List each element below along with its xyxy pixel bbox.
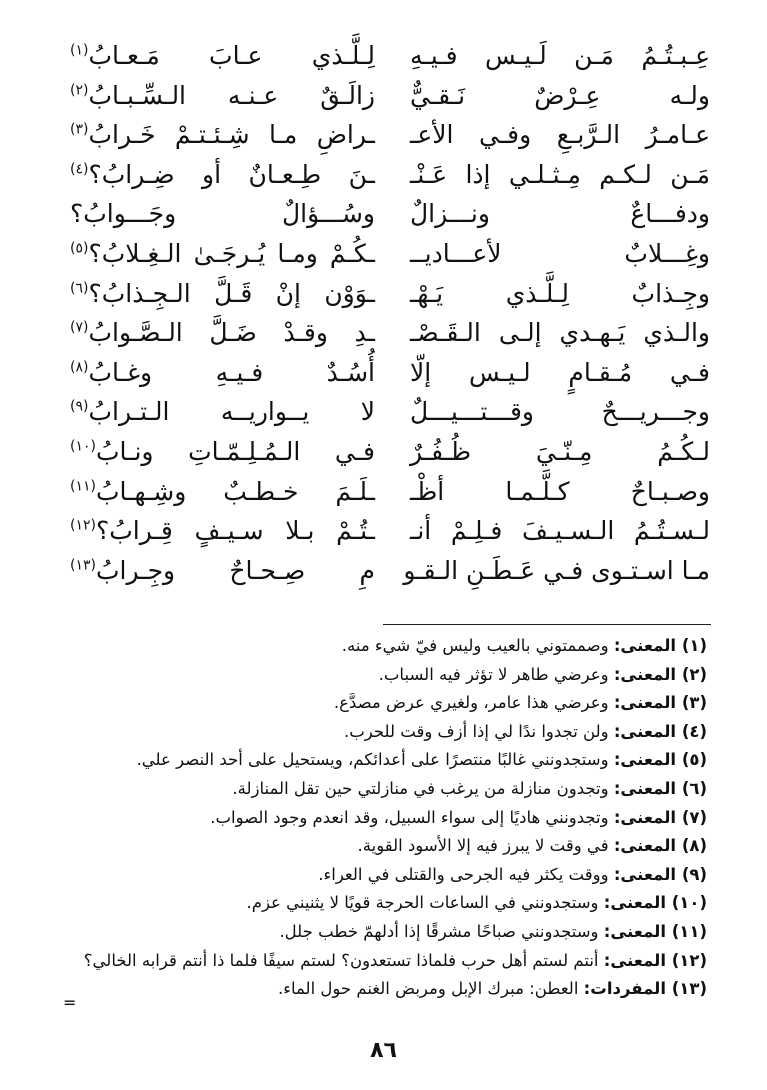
verse-second-hemistich-text: لِـلَّـذي عـابَ مَـعـابُ (88, 41, 375, 70)
footnote (27, 746, 707, 774)
verse-first-hemistich: ودفـــاعٌ ونـــزالٌ (410, 199, 710, 229)
footnote (27, 804, 707, 832)
footnote-text: وعرضي طاهر لا تؤثر فيه السباب. (378, 664, 614, 684)
verse-second-hemistich-text: أُسُـدٌ فـيـهِ وغـابُ (88, 357, 375, 387)
verse-line (70, 194, 710, 234)
footnote-marker: (١٢) (70, 517, 96, 534)
footnote-marker: (٢) (70, 82, 89, 99)
footnote-marker: (٥) (70, 240, 89, 257)
verse-second-hemistich (70, 432, 375, 472)
footnote (27, 947, 707, 975)
verse-first-hemistich: لـكُـمُ مِـنّـيَ ظُـفُـرٌ (410, 437, 710, 466)
verse-second-hemistich (70, 551, 375, 591)
verse-first-hemistich: وصـبـاحٌ كـلَّـمـا أظْـ (410, 476, 710, 506)
footnote-marker: (١٠) (70, 438, 96, 455)
footnote-text: وتجدون منازلة من يرغب في منازلتي حين تقل المنازلة. (232, 779, 614, 798)
verse-first-hemistich: وجـــريـــحٌ وقـــتـــيـــلٌ (410, 397, 710, 427)
footnote-label: (١١) المعنى: (603, 922, 707, 941)
verse-first-hemistich: عـامـرُ الـرَّبـعِ وفـي الأعـ (410, 120, 710, 150)
footnote-marker: (٤) (70, 161, 89, 178)
verse-second-hemistich-text: ـكُـمْ ومـا يُـرجَـىٰ الـغِـلابُ؟ (88, 239, 375, 268)
footnote-separator (383, 624, 711, 625)
verse-line (70, 313, 710, 353)
verse-first-hemistich: وغِـــلابٌ لأعـــادیــ (410, 239, 710, 268)
footnote (27, 832, 707, 860)
footnote-marker: (٣) (70, 121, 89, 138)
footnote-marker: (٧) (70, 319, 89, 336)
footnote-text: في وقت لا يبرز فيه إلا الأسود القوية. (357, 836, 614, 856)
verse-second-hemistich-text: ـدِ وقـدْ ضَـلَّ الـصَّـوابُ (88, 318, 375, 348)
verse-line (70, 511, 710, 551)
verse-second-hemistich (70, 274, 375, 314)
verse-line (70, 353, 710, 393)
footnote-text: وصممتوني بالعيب وليس فيّ شيء منه. (341, 636, 614, 655)
verse-first-hemistich: ولـه عِـرْضٌ نَـقـيٌّ (410, 80, 710, 110)
verse-second-hemistich (70, 353, 375, 393)
verse-second-hemistich-text: وسُـــؤالٌ وجَـــوابُ؟ (70, 199, 375, 229)
verse-second-hemistich (70, 76, 375, 116)
verse-first-hemistich: مَـن لـكـم مِـثـلـي إذا عَـنْـ (410, 159, 710, 189)
verse-second-hemistich (70, 472, 375, 512)
continuation-mark: = (63, 993, 77, 1012)
footnote (27, 689, 707, 717)
footnote-marker: (١١) (70, 478, 96, 495)
verse-line (70, 234, 710, 274)
verse-second-hemistich-text: ـتُـمْ بـلا سـيـفٍ قِـرابُ؟ (95, 516, 375, 546)
footnote-label: (٣) المعنى: (613, 693, 707, 713)
footnote (27, 889, 707, 917)
footnote (27, 975, 707, 1003)
footnote (27, 718, 707, 746)
verse-first-hemistich: فـي مُـقـامٍ لـيـس إلّا (410, 357, 710, 387)
verse-line (70, 274, 710, 314)
verse-second-hemistich-text: فـي الـمُـلِـمّـاتِ ونـابُ (95, 437, 375, 466)
footnote-text: وستجدونني صباحًا مشرقًا إذا أدلهمّ خطب جلل. (279, 922, 604, 941)
verse-second-hemistich (70, 155, 375, 195)
verse-line (70, 392, 710, 432)
verse-line (70, 155, 710, 195)
footnote-label: (٥) المعنى: (613, 750, 707, 770)
footnote-label: (٦) المعنى: (613, 779, 707, 798)
verse-second-hemistich-text: ـوَوْن إنْ قَـلَّ الـجِـذابُ؟ (88, 278, 375, 308)
footnote-text: ووقت يكثر فيه الجرحى والقتلى في العراء. (318, 864, 614, 884)
footnote-text: وتجدونني هاديًا إلى سواء السبيل، وقد انعدم وجود الصواب. (210, 807, 614, 827)
footnote-text: وستجدونني في الساعات الحرجة قويًا لا يثنيني عزم. (246, 893, 604, 913)
footnote (27, 632, 707, 660)
verse-second-hemistich-text: ـراضِ مـا شِـئـتـمْ خَـرابُ (88, 120, 375, 150)
page-number: ٨٦ (370, 1038, 397, 1063)
footnote (27, 661, 707, 689)
verse-first-hemistich: والـذي يَـهـدي إلـى الـقَـصْـ (410, 318, 710, 348)
footnote-text: أنتم لستم أهل حرب فلماذا تستعدون؟ لستم سيفًا فلما ذا أنتم قرابه الخالي؟ (83, 950, 604, 970)
footnote-label: (٨) المعنى: (613, 836, 707, 856)
verse-second-hemistich-text: ـنَ طِـعـانٌ أو ضِـرابُ؟ (88, 159, 375, 189)
verse-second-hemistich (70, 36, 375, 76)
footnote-marker: (١٣) (70, 557, 96, 574)
footnote-marker: (١) (70, 42, 89, 59)
footnote-label: (١٣) المفردات: (583, 979, 707, 999)
verse-line (70, 432, 710, 472)
footnote-label: (٧) المعنى: (613, 807, 707, 827)
verse-second-hemistich-text: مِ صِـحـاحٌ وجِـرابُ (95, 555, 375, 585)
verse-second-hemistich (70, 194, 375, 234)
footnote-label: (٩) المعنى: (613, 864, 707, 884)
verse-line (70, 551, 710, 591)
footnote (27, 861, 707, 889)
verse-line (70, 472, 710, 512)
verse-second-hemistich (70, 511, 375, 551)
verse-second-hemistich (70, 115, 375, 155)
footnote (27, 918, 707, 946)
verse-first-hemistich: مـا اسـتـوى فـي عَـطَـنِ الـقـو (403, 555, 710, 585)
verse-second-hemistich (70, 313, 375, 353)
footnote-label: (٢) المعنى: (613, 664, 707, 684)
footnote-text: ولن تجدوا ندًا لي إذا أزف وقت للحرب. (343, 721, 614, 741)
verse-line (70, 76, 710, 116)
footnote-label: (٤) المعنى: (613, 721, 707, 741)
footnote-marker: (٨) (70, 359, 89, 376)
verse-second-hemistich-text: زالَـقٌ عـنـه الـسِّـبـابُ (88, 80, 375, 110)
footnote (27, 775, 707, 803)
footnote-text: وعرضي هذا عامر، ولغيري عرض مصدَّع. (333, 693, 614, 713)
footnote-label: (١٠) المعنى: (603, 893, 707, 913)
verse-first-hemistich: عِـبـتُـمُ مَـن لَـيـس فـيـهِ (410, 41, 710, 70)
verse-line (70, 36, 710, 76)
footnote-marker: (٩) (70, 399, 89, 416)
verse-line (70, 115, 710, 155)
verse-first-hemistich: لـسـتُـمُ الـسـيـفَ فـلِـمْ أنـ (410, 516, 710, 546)
footnote-text: وستجدونني غالبًا منتصرًا على أعدائكم، ويستحيل على أحد النصر علي. (136, 750, 614, 770)
footnote-label: (١) المعنى: (613, 636, 707, 655)
verse-second-hemistich-text: لا يــواريــه الـتـرابُ (88, 397, 375, 427)
footnote-marker: (٦) (70, 280, 89, 297)
footnote-label: (١٢) المعنى: (603, 950, 707, 970)
verse-second-hemistich (70, 392, 375, 432)
verse-second-hemistich-text: ـلَـمَ خـطـبٌ وشِـهـابُ (95, 476, 375, 506)
footnote-text: العطن: مبرك الإبل ومربض الغنم حول الماء. (277, 979, 584, 999)
verse-first-hemistich: وجِـذابٌ لِـلَّـذي يَـهْـ (410, 278, 710, 308)
verse-second-hemistich (70, 234, 375, 274)
